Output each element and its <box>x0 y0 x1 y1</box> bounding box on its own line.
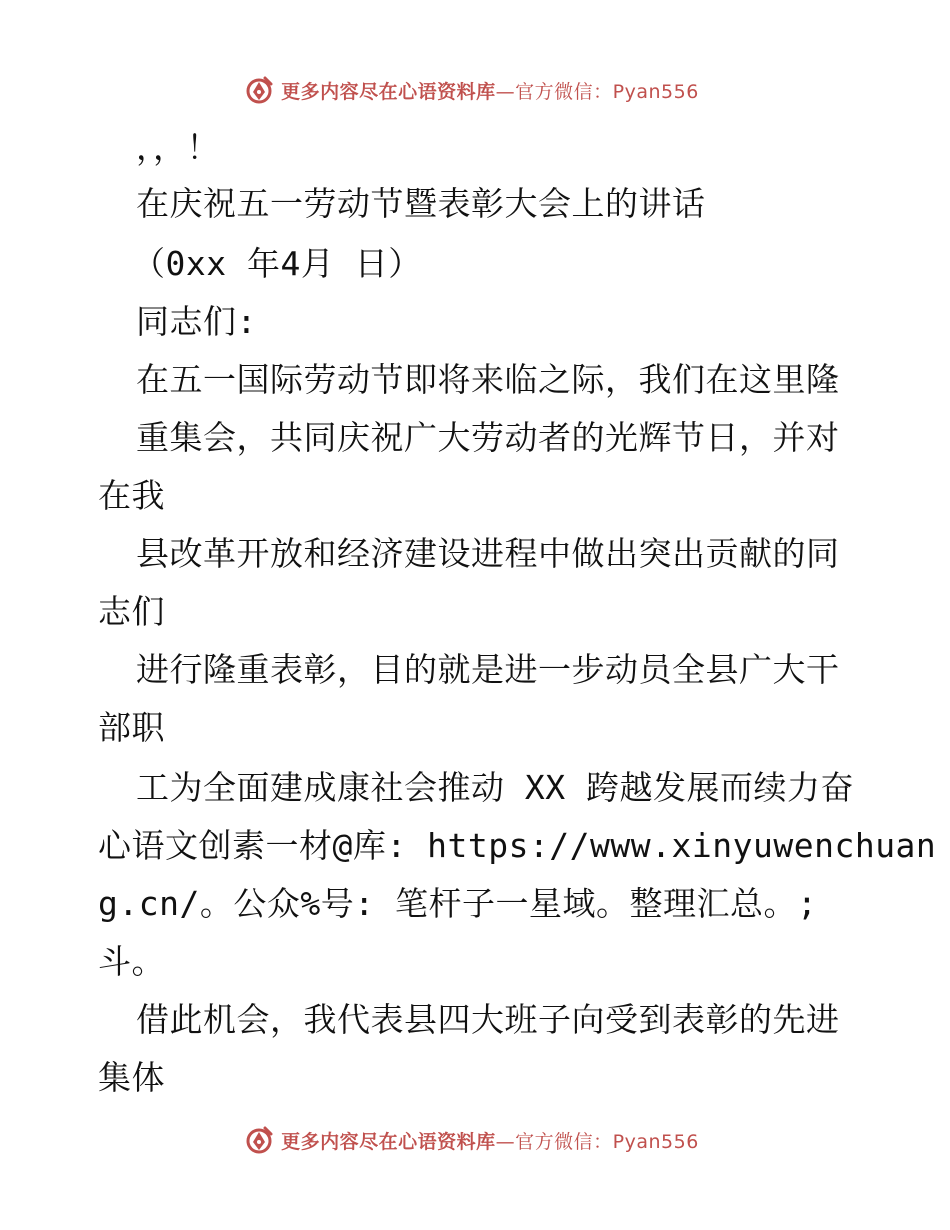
banner-wechat: 官方微信：Pyan556 <box>515 80 699 103</box>
banner-dash: — <box>495 80 516 103</box>
paragraph-line: 借此机会，我代表县四大班子向受到表彰的先进 <box>136 1000 840 1039</box>
paragraph-line: 重集会，共同庆祝广大劳动者的光辉节日，并对 <box>136 418 840 457</box>
banner-text <box>281 77 699 104</box>
banner-brand: 更多内容尽在心语资料库 <box>281 80 496 103</box>
watermark-line: g.cn/。公众%号: 笔杆子一星域。整理汇总。; <box>98 884 818 923</box>
paragraph-line: 集体 <box>98 1058 165 1097</box>
salutation: 同志们: <box>136 302 257 341</box>
banner-dash: — <box>495 1130 516 1153</box>
text-line-punct: ，，！ <box>136 128 220 167</box>
footer-banner <box>0 1120 950 1160</box>
banner-wechat: 官方微信：Pyan556 <box>515 1130 699 1153</box>
speech-date: （0xx 年4月 日） <box>132 244 422 283</box>
paragraph-line: 工为全面建成康社会推动 XX 跨越发展而续力奋 <box>136 768 854 807</box>
banner-brand: 更多内容尽在心语资料库 <box>281 1130 496 1153</box>
pen-nib-logo-icon <box>243 1124 275 1156</box>
paragraph-line: 进行隆重表彰，目的就是进一步动员全县广大干 <box>136 650 840 689</box>
banner-text <box>281 1127 699 1154</box>
paragraph-line: 在五一国际劳动节即将来临之际，我们在这里隆 <box>136 360 840 399</box>
paragraph-line: 在我 <box>98 476 165 515</box>
paragraph-line: 志们 <box>98 592 165 631</box>
banner-content <box>243 74 699 106</box>
paragraph-line: 部职 <box>98 708 165 747</box>
watermark-line: 心语文创素一材@库: https://www.xinyuwenchuan <box>98 826 937 865</box>
banner-content <box>243 1124 699 1156</box>
speech-title: 在庆祝五一劳动节暨表彰大会上的讲话 <box>136 184 706 223</box>
paragraph-line: 县改革开放和经济建设进程中做出突出贡献的同 <box>136 534 840 573</box>
paragraph-line: 斗。 <box>98 942 165 981</box>
header-banner <box>0 70 950 110</box>
pen-nib-logo-icon <box>243 74 275 106</box>
